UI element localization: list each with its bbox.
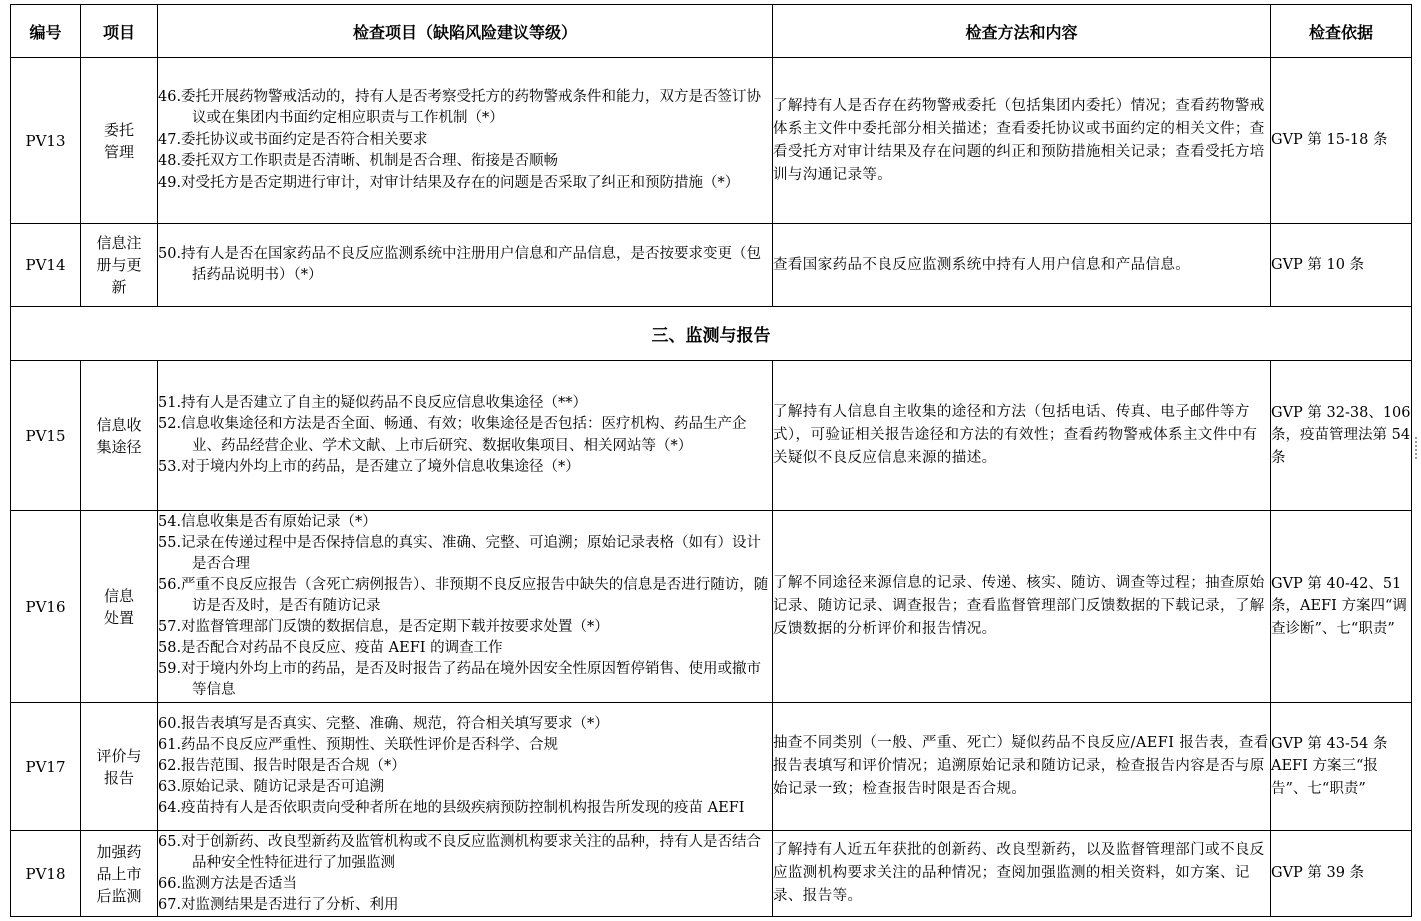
header-item: 项目 [81, 5, 158, 58]
row-basis: GVP 第 40-42、51 条，AEFI 方案四“调查诊断”、七“职责” [1271, 511, 1412, 703]
check-item: 47.委托协议或书面约定是否符合相关要求 [158, 131, 428, 148]
row-code: PV18 [11, 831, 81, 917]
row-code: PV15 [11, 361, 81, 511]
row-item-text: 信息注 册与更 新 [96, 234, 142, 296]
row-item [81, 58, 158, 224]
row-item [81, 511, 158, 703]
row-checks [158, 224, 773, 307]
row-item [81, 703, 158, 831]
row-checks [158, 58, 773, 224]
header-method: 检查方法和内容 [773, 5, 1271, 58]
row-method: 了解持有人近五年获批的创新药、改良型新药，以及监督管理部门或不良反应监测机构要求关注的品种情况；查阅加强监测的相关资料，如方案、记录、报告等。 [773, 831, 1271, 917]
check-item: 65.对于创新药、改良型新药及监管机构或不良反应监测机构要求关注的品种，持有人是否结合品种安全性特征进行了加强监测 [158, 833, 762, 871]
table-row-pv18 [11, 831, 1412, 917]
check-item: 54.信息收集是否有原始记录（*） [158, 514, 377, 530]
row-item [81, 831, 158, 917]
check-item: 62.报告范围、报告时限是否合规（*） [158, 758, 406, 774]
row-code: PV17 [11, 703, 81, 831]
row-method: 了解不同途径来源信息的记录、传递、核实、随访、调查等过程；抽查原始记录、随访记录、调查报告；查看监督管理部门反馈数据的下载记录，了解反馈数据的分析评价和报告情况。 [773, 511, 1271, 703]
check-item: 57.对监督管理部门反馈的数据信息，是否定期下载并按要求处置（*） [158, 619, 609, 635]
table-row-pv17 [11, 703, 1412, 831]
row-item [81, 361, 158, 511]
check-item: 52.信息收集途径和方法是否全面、畅通、有效；收集途径是否包括：医疗机构、药品生产企业、药品经营企业、学术文献、上市后研究、数据收集项目、相关网站等（*） [158, 416, 747, 454]
row-checks [158, 361, 773, 511]
row-item-text: 信息 处置 [103, 586, 134, 627]
row-code: PV14 [11, 224, 81, 307]
check-item: 60.报告表填写是否真实、完整、准确、规范，符合相关填写要求（*） [158, 716, 609, 732]
row-checks [158, 703, 773, 831]
check-item: 59.对于境内外均上市的药品，是否及时报告了药品在境外因安全性原因暂停销售、使用或撤市等信息 [158, 661, 762, 698]
page-edge-marker [1415, 437, 1421, 459]
row-basis: GVP 第 43-54 条 AEFI 方案三“报告”、七“职责” [1271, 703, 1412, 831]
section-row [11, 307, 1412, 361]
row-item [81, 224, 158, 307]
table-row-pv13 [11, 58, 1412, 224]
check-item: 61.药品不良反应严重性、预期性、关联性评价是否科学、合规 [158, 737, 559, 753]
section-title: 三、监测与报告 [11, 307, 1412, 361]
check-item: 50.持有人是否在国家药品不良反应监测系统中注册用户信息和产品信息，是否按要求变更（包括药品说明书）（*） [158, 245, 762, 283]
row-item-text: 加强药 品上市 后监测 [96, 842, 142, 905]
check-item: 48.委托双方工作职责是否清晰、机制是否合理、衔接是否顺畅 [158, 153, 559, 170]
check-item: 46.委托开展药物警戒活动的，持有人是否考察受托方的药物警戒条件和能力，双方是否签订协议或在集团内书面约定相应职责与工作机制（*） [158, 88, 762, 127]
row-basis: GVP 第 39 条 [1271, 831, 1412, 917]
row-item-text: 委托 管理 [103, 120, 134, 161]
row-checks [158, 831, 773, 917]
header-basis: 检查依据 [1271, 5, 1412, 58]
check-item: 64.疫苗持有人是否依职责向受种者所在地的县级疾病预防控制机构报告所发现的疫苗 AEFI [158, 800, 745, 816]
row-method: 了解持有人信息自主收集的途径和方法（包括电话、传真、电子邮件等方式），可验证相关报告途径和方法的有效性；查看药物警戒体系主文件中有关疑似不良反应信息来源的描述。 [773, 361, 1271, 511]
row-code: PV16 [11, 511, 81, 703]
header-check: 检查项目（缺陷风险建议等级） [158, 5, 773, 58]
check-item: 66.监测方法是否适当 [158, 875, 298, 892]
table-row-pv14 [11, 224, 1412, 307]
row-item-text: 评价与 报告 [96, 746, 142, 787]
row-basis: GVP 第 32-38、106 条，疫苗管理法第 54 条 [1271, 361, 1412, 511]
row-checks [158, 511, 773, 703]
table-row-pv16 [11, 511, 1412, 703]
row-basis: GVP 第 15-18 条 [1271, 58, 1412, 224]
header-code: 编号 [11, 5, 81, 58]
check-item: 55.记录在传递过程中是否保持信息的真实、准确、完整、可追溯；原始记录表格（如有）设计是否合理 [158, 535, 762, 572]
check-item: 67.对监测结果是否进行了分析、利用 [158, 896, 399, 913]
row-method: 查看国家药品不良反应监测系统中持有人用户信息和产品信息。 [773, 224, 1271, 307]
inspection-table [10, 4, 1412, 917]
check-item: 53.对于境内外均上市的药品，是否建立了境外信息收集途径（*） [158, 459, 580, 475]
table-row-pv15 [11, 361, 1412, 511]
header-row [11, 5, 1412, 58]
check-item: 49.对受托方是否定期进行审计，对审计结果及存在的问题是否采取了纠正和预防措施（*） [158, 174, 740, 191]
check-item: 63.原始记录、随访记录是否可追溯 [158, 779, 385, 795]
check-item: 58.是否配合对药品不良反应、疫苗 AEFI 的调查工作 [158, 640, 503, 656]
row-basis: GVP 第 10 条 [1271, 224, 1412, 307]
row-code: PV13 [11, 58, 81, 224]
row-method: 抽查不同类别（一般、严重、死亡）疑似药品不良反应/AEFI 报告表，查看报告表填写和评价情况；追溯原始记录和随访记录，检查报告内容是否与原始记录一致；检查报告时限是否合规。 [773, 703, 1271, 831]
row-method: 了解持有人是否存在药物警戒委托（包括集团内委托）情况；查看药物警戒体系主文件中委托部分相关描述；查看委托协议或书面约定的相关文件；查看受托方对审计结果及存在问题的纠正和预防措施相关记录；查看受托方培训与沟通记录等。 [773, 58, 1271, 224]
check-item: 51.持有人是否建立了自主的疑似药品不良反应信息收集途径（**） [158, 394, 588, 411]
check-item: 56.严重不良反应报告（含死亡病例报告）、非预期不良反应报告中缺失的信息是否进行随访，随访是否及时，是否有随访记录 [158, 577, 769, 614]
row-item-text: 信息收 集途径 [96, 415, 142, 456]
